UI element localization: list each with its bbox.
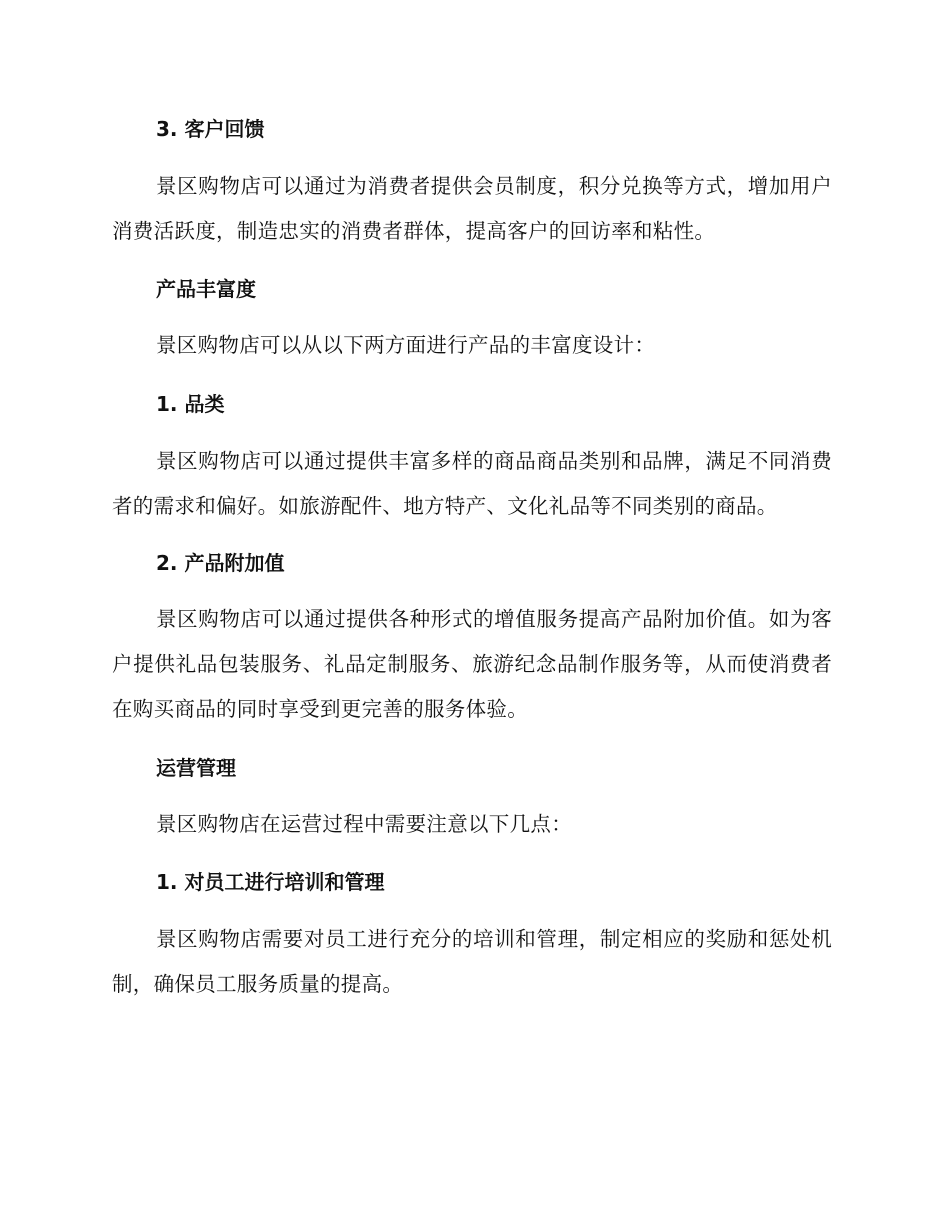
paragraph-category: 景区购物店可以通过提供丰富多样的商品商品类别和品牌，满足不同消费者的需求和偏好。如旅游配件、地方特产、文化礼品等不同类别的商品。	[112, 449, 832, 518]
section-heading-category: 1. 品类	[156, 392, 225, 416]
paragraph-product-richness-intro: 景区购物店可以从以下两方面进行产品的丰富度设计：	[156, 333, 656, 357]
section-heading-added-value: 2. 产品附加值	[156, 551, 285, 575]
section-heading-staff-training: 1. 对员工进行培训和管理	[156, 870, 385, 894]
paragraph-customer-feedback: 景区购物店可以通过为消费者提供会员制度，积分兑换等方式，增加用户消费活跃度，制造忠实的消费者群体，提高客户的回访率和粘性。	[112, 174, 832, 243]
paragraph-operations-intro: 景区购物店在运营过程中需要注意以下几点：	[156, 812, 572, 836]
section-heading-operations: 运营管理	[156, 756, 236, 780]
paragraph-added-value: 景区购物店可以通过提供各种形式的增值服务提高产品附加价值。如为客户提供礼品包装服务、礼品定制服务、旅游纪念品制作服务等，从而使消费者在购买商品的同时享受到更完善的服务体验。	[112, 607, 832, 721]
paragraph-staff-training: 景区购物店需要对员工进行充分的培训和管理，制定相应的奖励和惩处机制，确保员工服务质量的提高。	[112, 927, 832, 996]
section-heading-product-richness: 产品丰富度	[156, 277, 256, 301]
section-heading-customer-feedback: 3. 客户回馈	[156, 117, 265, 141]
